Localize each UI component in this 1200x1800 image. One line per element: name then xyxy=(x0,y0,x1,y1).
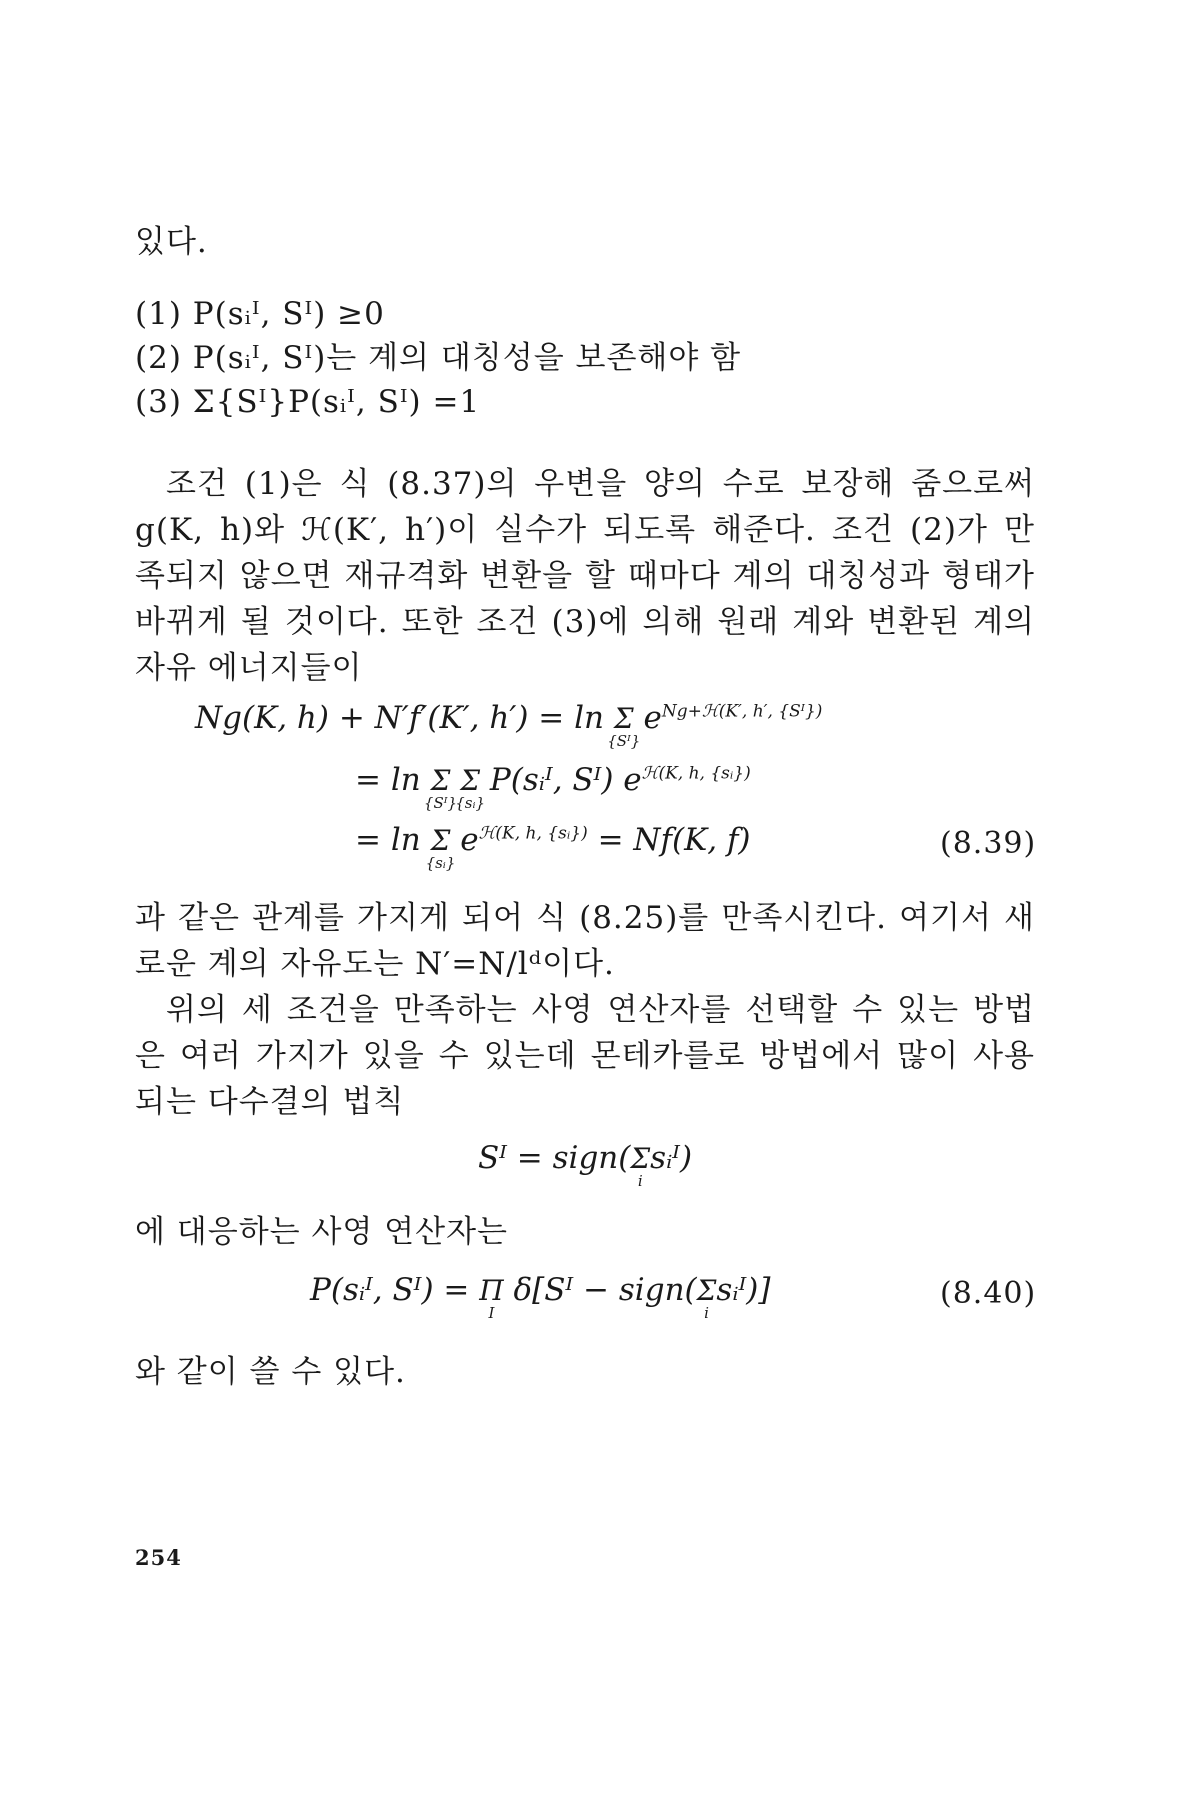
sum-symbol: Σ {sᵢ} xyxy=(425,824,456,872)
eq-840-mid: δ[Sᴵ − sign( xyxy=(513,1272,697,1308)
exp-base: e xyxy=(460,822,479,858)
opening-line: 있다. xyxy=(135,224,208,260)
paragraph3-line-3: 되는 다수결의 법칙 xyxy=(135,1084,405,1120)
product-symbol: Π I xyxy=(479,1274,504,1322)
paragraph1-line-1: 조건 (1)은 식 (8.37)의 우변을 양의 수로 보장해 줌으로써 xyxy=(166,466,1035,502)
sum-symbol: Σ {Sᴵ} xyxy=(607,702,641,750)
condition-1: (1) P(sᵢᴵ, Sᴵ) ≥0 xyxy=(135,296,385,332)
sum-symbol: Σ {Sᴵ} xyxy=(423,764,458,812)
eq-840-tail: sᵢᴵ)] xyxy=(716,1272,771,1308)
sum-subscript: i xyxy=(637,1172,643,1190)
paragraph1-line-3: 족되지 않으면 재규격화 변환을 할 때마다 계의 대칭성과 형태가 xyxy=(135,558,1035,594)
exp-base: e xyxy=(643,700,662,736)
eq-839-line2-term: P(sᵢᴵ, Sᴵ) e xyxy=(489,762,642,798)
equation-number-840: (8.40) xyxy=(940,1276,1037,1311)
eq-839-line1-lhs: Ng(K, h) + N′f′(K′, h′) = ln xyxy=(195,700,605,736)
eq-839-line2-prefix: = ln xyxy=(355,762,421,798)
paragraph2-line-1: 과 같은 관계를 가지게 되어 식 (8.25)를 만족시킨다. 여기서 새 xyxy=(135,900,1035,936)
eq-839-line3-prefix: = ln xyxy=(355,822,421,858)
eq-839-line3-rhs: = Nf(K, f) xyxy=(597,822,751,858)
sum-subscript: i xyxy=(704,1304,709,1322)
exponent: ℋ(K, h, {sᵢ}) xyxy=(641,763,751,784)
eq-839-line-3 xyxy=(355,822,751,872)
exponent: Ng+ℋ(K′, h′, {Sᴵ}) xyxy=(661,701,823,722)
eq-majority-lhs: Sᴵ = sign( xyxy=(478,1140,631,1176)
closing-line: 와 같이 쓸 수 있다. xyxy=(135,1354,406,1390)
eq-majority-rule xyxy=(478,1140,693,1190)
condition-2: (2) P(sᵢᴵ, Sᴵ)는 계의 대칭성을 보존해야 함 xyxy=(135,340,742,376)
eq-majority-term: sᵢᴵ) xyxy=(650,1140,693,1176)
paragraph3-line-1: 위의 세 조건을 만족하는 사영 연산자를 선택할 수 있는 방법 xyxy=(166,992,1035,1028)
exponent: ℋ(K, h, {sᵢ}) xyxy=(478,823,588,844)
eq-840-lhs: P(sᵢᴵ, Sᴵ) = xyxy=(310,1272,470,1308)
sum-subscript: {sᵢ} xyxy=(455,794,486,812)
paragraph3-line-2: 은 여러 가지가 있을 수 있는데 몬테카를로 방법에서 많이 사용 xyxy=(135,1038,1035,1074)
sum-subscript: {Sᴵ} xyxy=(423,794,458,812)
eq-839-line-1 xyxy=(195,700,823,750)
equation-number-839: (8.39) xyxy=(940,826,1037,861)
paragraph1-line-5: 자유 에너지들이 xyxy=(135,650,363,686)
product-subscript: I xyxy=(488,1304,495,1322)
condition-3: (3) Σ{Sᴵ}P(sᵢᴵ, Sᴵ) =1 xyxy=(135,384,481,420)
paragraph1-line-4: 바뀌게 될 것이다. 또한 조건 (3)에 의해 원래 계와 변환된 계의 xyxy=(135,604,1035,640)
eq-839-line-2 xyxy=(355,762,751,812)
sum-symbol: Σ i xyxy=(630,1142,651,1190)
page-number: 254 xyxy=(135,1545,182,1570)
paragraph2-line-2: 로운 계의 자유도는 N′=N/lᵈ이다. xyxy=(135,946,615,982)
eq-840 xyxy=(310,1272,771,1322)
paragraph1-line-2: g(K, h)와 ℋ(K′, h′)이 실수가 되도록 해준다. 조건 (2)가 만 xyxy=(135,512,1035,548)
sum-subscript: {Sᴵ} xyxy=(607,732,641,750)
sum-symbol: Σ i xyxy=(696,1274,717,1322)
sum-symbol: Σ {sᵢ} xyxy=(455,764,486,812)
sum-subscript: {sᵢ} xyxy=(425,854,456,872)
paragraph4: 에 대응하는 사영 연산자는 xyxy=(135,1214,508,1250)
